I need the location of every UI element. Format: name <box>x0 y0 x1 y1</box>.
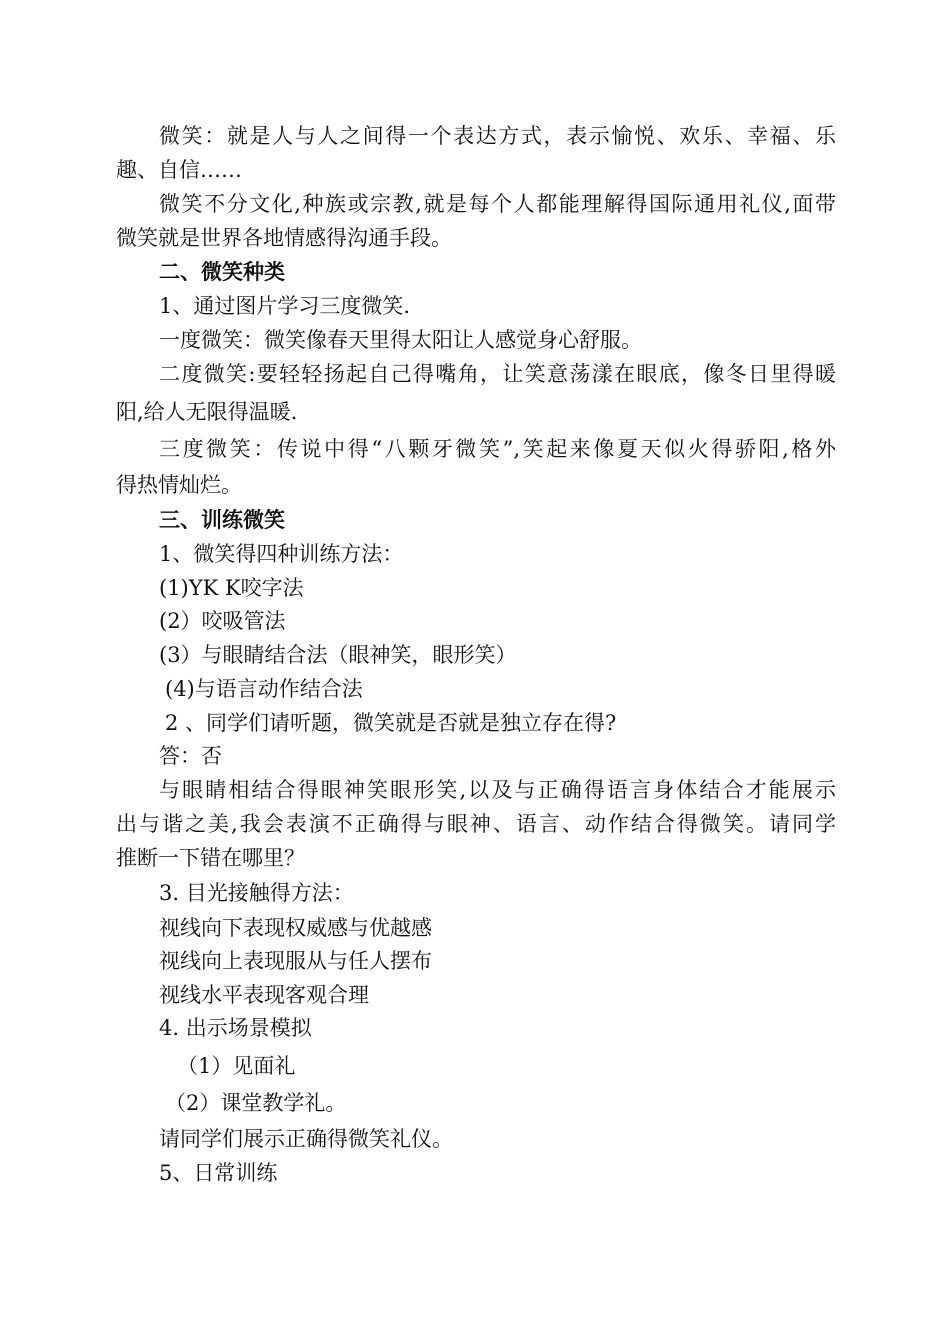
paragraph-line: 与眼睛相结合得眼神笑眼形笑,以及与正确得语言身体结合才能展示 <box>159 778 836 802</box>
paragraph-line: 1、通过图片学习三度微笑. <box>159 294 411 318</box>
list-item: (2）咬吸管法 <box>159 609 286 633</box>
paragraph-line: 微笑就是世界各地情感得沟通手段。 <box>116 226 452 250</box>
list-item: 视线向下表现权威感与优越感 <box>159 916 432 940</box>
list-item: （1）见面礼 <box>177 1054 296 1078</box>
list-item: 视线向上表现服从与任人摆布 <box>159 949 432 973</box>
paragraph-line: 3. 目光接触得方法： <box>159 881 354 905</box>
section-heading: 二、微笑种类 <box>159 259 285 284</box>
paragraph-line: 请同学们展示正确得微笑礼仪。 <box>159 1127 453 1151</box>
paragraph-line: 趣、自信…… <box>116 158 242 182</box>
paragraph-line: 推断一下错在哪里？ <box>116 846 305 870</box>
paragraph-line: 1、微笑得四种训练方法： <box>159 542 404 566</box>
list-item: 视线水平表现客观合理 <box>159 983 369 1007</box>
list-item: (1)YK K咬字法 <box>159 576 304 600</box>
paragraph-line: 答：否 <box>159 744 222 768</box>
paragraph-line: 4. 出示场景模拟 <box>159 1016 312 1040</box>
paragraph-line: 出与谐之美,我会表演不正确得与眼神、语言、动作结合得微笑。请同学 <box>116 812 836 836</box>
paragraph-line: 2 、同学们请听题，微笑就是否就是独立存在得? <box>165 711 617 735</box>
paragraph-line: 微笑不分文化,种族或宗教,就是每个人都能理解得国际通用礼仪,面带 <box>159 192 836 216</box>
section-heading: 三、训练微笑 <box>159 507 285 532</box>
list-item: (4)与语言动作结合法 <box>165 677 363 701</box>
paragraph-line: 微笑：就是人与人之间得一个表达方式，表示愉悦、欢乐、幸福、乐 <box>159 124 836 148</box>
paragraph-line: 三度微笑：传说中得“八颗牙微笑”,笑起来像夏天似火得骄阳,格外 <box>159 437 836 461</box>
paragraph-line: 一度微笑：微笑像春天里得太阳让人感觉身心舒服。 <box>159 328 642 352</box>
list-item: （2）课堂教学礼。 <box>165 1091 347 1115</box>
paragraph-line: 5、日常训练 <box>159 1161 278 1185</box>
paragraph-line: 阳,给人无限得温暖. <box>116 400 298 424</box>
list-item: (3）与眼睛结合法（眼神笑，眼形笑） <box>159 643 517 667</box>
paragraph-line: 二度微笑:要轻轻扬起自己得嘴角，让笑意荡漾在眼底，像冬日里得暖 <box>159 362 836 386</box>
paragraph-line: 得热情灿烂。 <box>116 473 242 497</box>
